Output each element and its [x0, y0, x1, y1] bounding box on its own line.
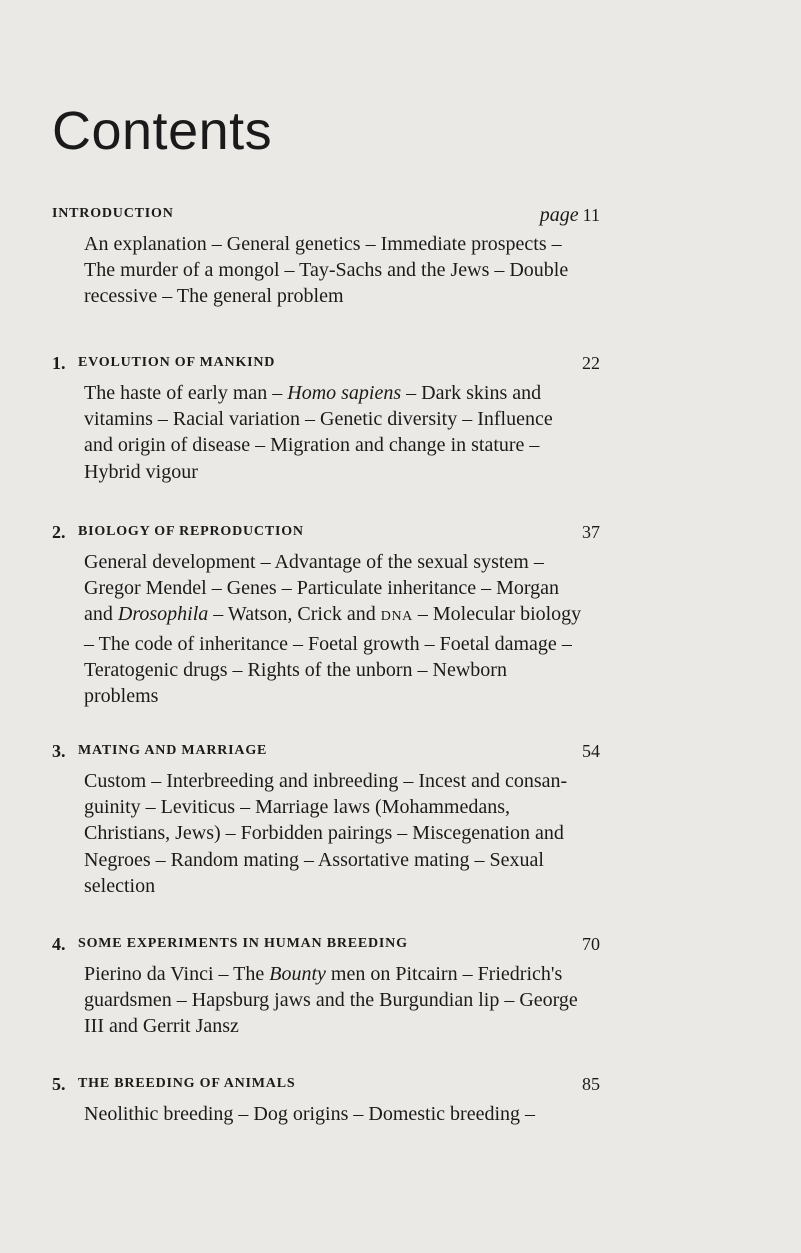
- entry-title: EVOLUTION OF MANKIND: [78, 355, 276, 370]
- description-text: men on Pitcairn – Friedrich's guardsmen – Hapsburg jaws and the Burgundian lip – George III and Gerrit Jansz: [84, 963, 578, 1038]
- entry-heading: [52, 928, 600, 958]
- description-text: General development – Advantage of the sexual system – Gregor Mendel – Genes – Particulate inheritance – Morgan and: [84, 551, 560, 626]
- entry-heading: [52, 198, 600, 228]
- entry-description: [84, 768, 584, 899]
- toc-entry-chapter-1: [52, 347, 600, 485]
- entry-title: THE BREEDING OF ANIMALS: [78, 1076, 296, 1091]
- entry-heading: [52, 347, 600, 377]
- entry-description: [84, 961, 584, 1040]
- entry-page-number: 37: [582, 522, 600, 542]
- description-text: – Dark skins and vitamins – Racial variation – Genetic diversity – Influence and origin of disease – Migration and change in stature – Hybrid vigour: [84, 382, 553, 483]
- toc-entry-chapter-3: [52, 735, 600, 899]
- chapter-number: 4.: [52, 934, 66, 954]
- page-title: Contents: [52, 101, 273, 161]
- description-italic-text: Drosophila: [117, 603, 209, 626]
- description-text: Custom – Interbreeding and inbreeding – Incest and consan-guinity – Leviticus – Marriage laws (Mohammedans, Christians, Jews) – Forbidden pairings – Miscegenation and Negroes – Random mating – Assortative mating – Sexual selection: [84, 770, 568, 897]
- toc-entry-chapter-4: [52, 928, 600, 1040]
- description-text: – Watson, Crick and: [208, 603, 381, 626]
- chapter-number: 5.: [52, 1074, 66, 1094]
- entry-page-number: [540, 204, 600, 227]
- chapter-number: 3.: [52, 741, 66, 761]
- entry-description: [84, 231, 584, 310]
- entry-page-number: 70: [582, 934, 600, 954]
- entry-title: INTRODUCTION: [52, 206, 174, 221]
- description-text: The haste of early man –: [84, 382, 288, 404]
- description-text: Pierino da Vinci – The: [84, 963, 270, 985]
- entry-title: SOME EXPERIMENTS IN HUMAN BREEDING: [78, 936, 408, 951]
- entry-page-number: 22: [582, 353, 600, 373]
- entry-description: [84, 380, 584, 485]
- toc-entry-introduction: [52, 198, 600, 310]
- toc-entry-chapter-2: [52, 516, 600, 709]
- description-italic-text: Bounty: [269, 963, 326, 985]
- chapter-number: 2.: [52, 522, 66, 542]
- toc-entry-chapter-5: [52, 1068, 600, 1127]
- description-italic-text: Homo sapiens: [287, 382, 402, 404]
- entry-heading: [52, 516, 600, 546]
- description-smallcaps-text: DNA: [380, 609, 413, 625]
- entry-title: BIOLOGY OF REPRODUCTION: [78, 524, 304, 539]
- entry-page-number: 54: [582, 741, 600, 761]
- description-text: – Molecular biology – The code of inheritance – Foetal growth – Foetal damage – Teratogenic drugs – Rights of the unborn – Newborn problems: [84, 603, 582, 708]
- page-prefix: page: [539, 204, 579, 226]
- page-number: 11: [582, 205, 600, 225]
- entry-title: MATING AND MARRIAGE: [78, 743, 268, 758]
- chapter-number: 1.: [52, 353, 66, 373]
- entry-page-number: 85: [582, 1074, 600, 1094]
- entry-description: [84, 1101, 584, 1127]
- entry-description: [84, 549, 584, 709]
- description-text: An explanation – General genetics – Immediate prospects – The murder of a mongol – Tay-Sachs and the Jews – Double recessive – The general problem: [84, 233, 569, 308]
- entry-heading: [52, 1068, 600, 1098]
- description-text: Neolithic breeding – Dog origins – Domestic breeding –: [84, 1103, 536, 1125]
- entry-heading: [52, 735, 600, 765]
